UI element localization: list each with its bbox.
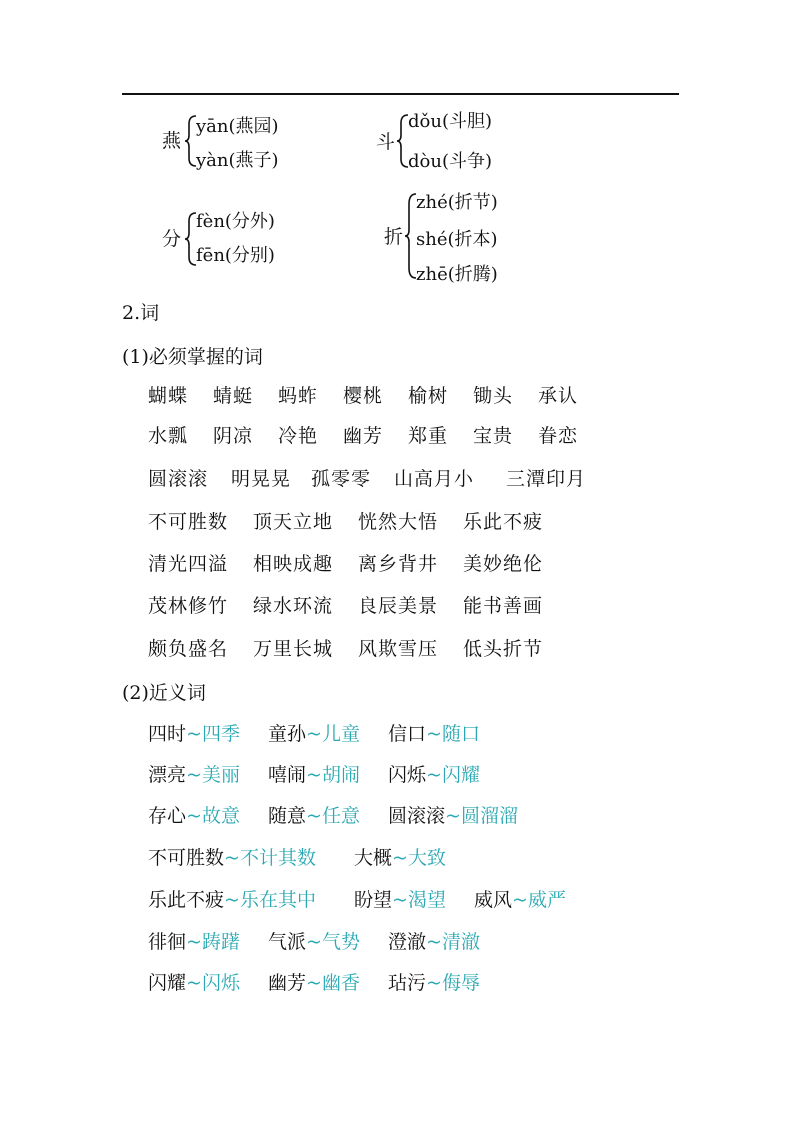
word: 恍然大悟 xyxy=(358,511,439,533)
word: 相映成趣 xyxy=(253,553,334,575)
synonym-word: 闪耀 xyxy=(148,972,187,994)
synonym-word: 四时 xyxy=(148,723,187,745)
synonym-word: 漂亮 xyxy=(148,764,187,786)
word-row xyxy=(148,591,543,618)
tilde-symbol: ~ xyxy=(306,805,322,827)
synonym-match: 闪烁 xyxy=(201,972,240,994)
word-row xyxy=(148,549,543,576)
polyphone-char: 折 xyxy=(384,226,404,248)
tilde-symbol: ~ xyxy=(426,723,442,745)
word: 蚂蚱 xyxy=(278,385,319,407)
word: 山高月小 xyxy=(394,468,475,490)
synonym-match: 四季 xyxy=(201,723,240,745)
synonym-word: 乐此不疲 xyxy=(148,889,225,911)
synonym-word: 闪烁 xyxy=(388,764,427,786)
synonym-pair xyxy=(268,719,388,746)
polyphone-reading: fèn(分外) xyxy=(196,211,275,232)
must-know-title: (1)必须掌握的词 xyxy=(122,346,263,368)
synonym-match: 不计其数 xyxy=(239,847,316,869)
synonym-match: 随口 xyxy=(441,723,480,745)
word: 圆滚滚 xyxy=(148,468,209,490)
word: 水瓢 xyxy=(148,425,189,447)
word-row xyxy=(148,507,543,534)
word: 低头折节 xyxy=(463,638,544,660)
synonym-match: 清澈 xyxy=(441,931,480,953)
synonym-pair xyxy=(148,719,268,746)
tilde-symbol: ~ xyxy=(512,889,528,911)
section-title: 2.词 xyxy=(122,302,160,324)
word: 宝贵 xyxy=(473,425,514,447)
tilde-symbol: ~ xyxy=(186,972,202,994)
synonym-match: 气势 xyxy=(321,931,360,953)
tilde-symbol: ~ xyxy=(224,889,240,911)
synonym-match: 美丽 xyxy=(201,764,240,786)
tilde-symbol: ~ xyxy=(426,764,442,786)
synonyms-title: (2)近义词 xyxy=(122,682,206,704)
polyphone-reading: fēn(分别) xyxy=(196,245,275,266)
word: 阴凉 xyxy=(213,425,254,447)
tilde-symbol: ~ xyxy=(186,764,202,786)
synonym-pair xyxy=(268,801,388,828)
synonym-match: 侮辱 xyxy=(441,972,480,994)
synonym-pair xyxy=(354,843,446,870)
tilde-symbol: ~ xyxy=(224,847,240,869)
synonym-word: 大概 xyxy=(354,847,393,869)
word: 风欺雪压 xyxy=(358,638,439,660)
word: 幽芳 xyxy=(343,425,384,447)
synonym-match: 儿童 xyxy=(321,723,360,745)
word-row xyxy=(148,464,586,491)
synonym-word: 存心 xyxy=(148,805,187,827)
synonym-pair xyxy=(148,760,268,787)
synonym-match: 闪耀 xyxy=(441,764,480,786)
synonym-word: 童孙 xyxy=(268,723,307,745)
word: 万里长城 xyxy=(253,638,334,660)
synonym-pair xyxy=(148,927,268,954)
tilde-symbol: ~ xyxy=(426,972,442,994)
synonym-pair xyxy=(388,968,480,995)
synonym-pair xyxy=(268,927,388,954)
synonym-word: 澄澈 xyxy=(388,931,427,953)
polyphone-char: 分 xyxy=(162,228,182,250)
tilde-symbol: ~ xyxy=(306,972,322,994)
polyphone-reading: dòu(斗争) xyxy=(408,151,492,172)
polyphone-reading: yān(燕园) xyxy=(196,116,279,137)
word: 锄头 xyxy=(473,385,514,407)
word: 眷恋 xyxy=(538,425,579,447)
tilde-symbol: ~ xyxy=(392,847,408,869)
synonym-pair xyxy=(148,885,354,912)
polyphone-char: 燕 xyxy=(162,130,182,152)
word: 冷艳 xyxy=(278,425,319,447)
synonym-pair xyxy=(148,801,268,828)
word: 不可胜数 xyxy=(148,511,229,533)
synonym-pair xyxy=(148,968,268,995)
synonym-word: 徘徊 xyxy=(148,931,187,953)
word: 蝴蝶 xyxy=(148,385,189,407)
word: 明晃晃 xyxy=(231,468,292,490)
synonym-pair xyxy=(388,760,480,787)
synonym-word: 玷污 xyxy=(388,972,427,994)
word: 榆树 xyxy=(408,385,449,407)
word: 清光四溢 xyxy=(148,553,229,575)
synonym-match: 故意 xyxy=(201,805,240,827)
tilde-symbol: ~ xyxy=(186,805,202,827)
tilde-symbol: ~ xyxy=(306,931,322,953)
synonym-row xyxy=(148,801,518,828)
synonym-pair xyxy=(268,968,388,995)
synonym-match: 乐在其中 xyxy=(239,889,316,911)
polyphone-char: 斗 xyxy=(376,131,396,153)
synonym-match: 幽香 xyxy=(321,972,360,994)
tilde-symbol: ~ xyxy=(306,723,322,745)
synonym-pair xyxy=(354,885,474,912)
synonym-match: 威严 xyxy=(527,889,566,911)
synonym-row xyxy=(148,968,480,995)
tilde-symbol: ~ xyxy=(392,889,408,911)
synonym-row xyxy=(148,760,480,787)
word: 三潭印月 xyxy=(506,468,587,490)
word: 茂林修竹 xyxy=(148,595,229,617)
polyphone-reading: yàn(燕子) xyxy=(196,150,279,171)
word-row xyxy=(148,421,578,448)
synonym-pair xyxy=(388,801,518,828)
synonym-match: 胡闹 xyxy=(321,764,360,786)
synonym-word: 威风 xyxy=(474,889,513,911)
word: 美妙绝伦 xyxy=(463,553,544,575)
tilde-symbol: ~ xyxy=(306,764,322,786)
synonym-word: 不可胜数 xyxy=(148,847,225,869)
synonym-match: 踌躇 xyxy=(201,931,240,953)
word: 离乡背井 xyxy=(358,553,439,575)
synonym-match: 大致 xyxy=(407,847,446,869)
synonym-pair xyxy=(388,927,480,954)
word: 乐此不疲 xyxy=(463,511,544,533)
word: 绿水环流 xyxy=(253,595,334,617)
synonym-word: 盼望 xyxy=(354,889,393,911)
synonym-row xyxy=(148,843,446,870)
synonym-word: 幽芳 xyxy=(268,972,307,994)
tilde-symbol: ~ xyxy=(186,931,202,953)
word-row xyxy=(148,634,543,661)
synonym-row xyxy=(148,927,480,954)
synonym-row xyxy=(148,885,566,912)
synonym-row xyxy=(148,719,480,746)
synonym-pair xyxy=(148,843,354,870)
tilde-symbol: ~ xyxy=(426,931,442,953)
word: 良辰美景 xyxy=(358,595,439,617)
synonym-word: 信口 xyxy=(388,723,427,745)
synonym-match: 任意 xyxy=(321,805,360,827)
word: 能书善画 xyxy=(463,595,544,617)
synonym-word: 气派 xyxy=(268,931,307,953)
synonym-word: 随意 xyxy=(268,805,307,827)
word: 蜻蜓 xyxy=(213,385,254,407)
tilde-symbol: ~ xyxy=(445,805,461,827)
polyphone-reading: zhē(折腾) xyxy=(416,264,498,285)
synonym-pair xyxy=(268,760,388,787)
word: 孤零零 xyxy=(311,468,372,490)
word: 承认 xyxy=(538,385,579,407)
word: 顶天立地 xyxy=(253,511,334,533)
tilde-symbol: ~ xyxy=(186,723,202,745)
polyphone-reading: shé(折本) xyxy=(416,229,498,250)
polyphone-reading: zhé(折节) xyxy=(416,192,498,213)
polyphone-reading: dǒu(斗胆) xyxy=(408,111,492,132)
synonym-word: 圆滚滚 xyxy=(388,805,446,827)
word-row xyxy=(148,381,578,408)
synonym-word: 嘻闹 xyxy=(268,764,307,786)
synonym-pair xyxy=(474,885,566,912)
word: 郑重 xyxy=(408,425,449,447)
top-rule xyxy=(122,93,679,95)
synonym-match: 圆溜溜 xyxy=(460,805,518,827)
synonym-match: 渴望 xyxy=(407,889,446,911)
word: 颇负盛名 xyxy=(148,638,229,660)
synonym-pair xyxy=(388,719,480,746)
word: 樱桃 xyxy=(343,385,384,407)
